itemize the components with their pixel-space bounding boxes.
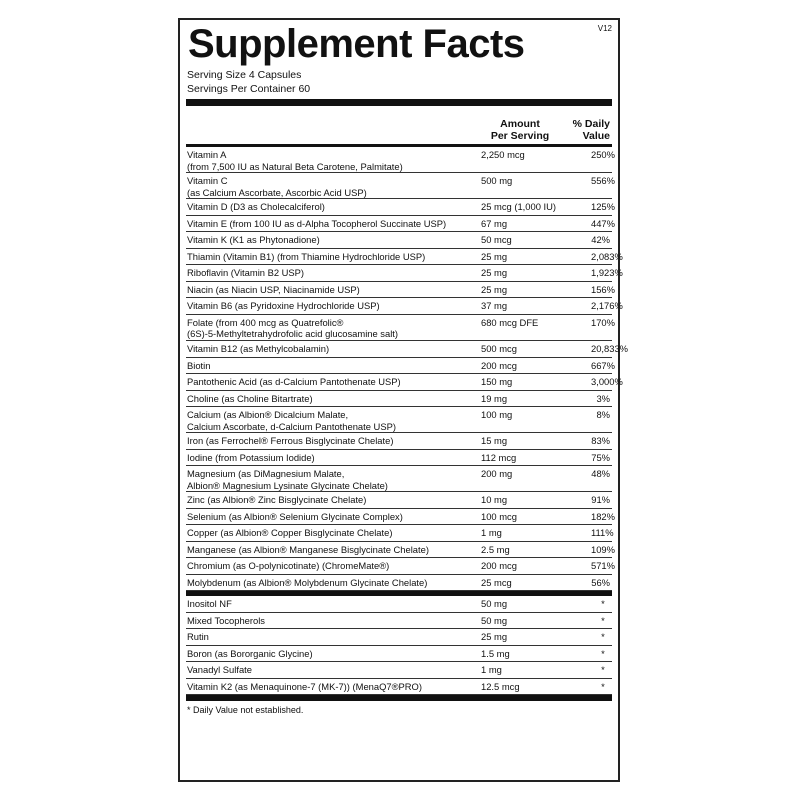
footnote: * Daily Value not established. <box>187 705 304 716</box>
table-row <box>186 232 612 249</box>
ingredient-name: Molybdenum (as Albion® Molybdenum Glycinate Chelate) <box>187 576 428 588</box>
table-row <box>186 466 612 492</box>
table-row <box>186 558 615 575</box>
table-row <box>186 433 612 450</box>
ingredient-name: Magnesium (as DiMagnesium Malate, Albion® Magnesium Lysinate Glycinate Chelate) <box>187 468 388 491</box>
table-row <box>186 216 615 233</box>
ingredient-name: Mixed Tocopherols <box>187 614 265 626</box>
ingredient-daily-value: 109% <box>591 543 615 555</box>
ingredient-amount: 25 mg <box>481 267 508 279</box>
ingredient-amount: 50 mg <box>481 598 508 610</box>
ingredient-amount: 1 mg <box>481 527 502 539</box>
ingredient-daily-value: 156% <box>591 283 615 295</box>
table-row <box>186 358 615 375</box>
nutrient-list <box>186 147 629 591</box>
ingredient-amount: 200 mg <box>481 468 513 480</box>
ingredient-daily-value: 125% <box>591 201 615 213</box>
ingredient-name: Manganese (as Albion® Manganese Bisglycinate Chelate) <box>187 543 429 555</box>
ingredient-name: Copper (as Albion® Copper Bisglycinate Chelate) <box>187 527 393 539</box>
other-ingredient-list <box>186 596 612 695</box>
ingredient-name: Zinc (as Albion® Zinc Bisglycinate Chelate) <box>187 494 367 506</box>
ingredient-amount: 1 mg <box>481 664 502 676</box>
serving-size: Serving Size 4 Capsules <box>187 69 302 81</box>
ingredient-name: Niacin (as Niacin USP, Niacinamide USP) <box>187 283 360 295</box>
table-row <box>186 173 615 199</box>
ingredient-amount: 680 mcg DFE <box>481 316 539 328</box>
ingredient-amount: 50 mg <box>481 614 508 626</box>
ingredient-amount: 200 mcg <box>481 359 517 371</box>
ingredient-name: Vanadyl Sulfate <box>187 664 252 676</box>
servings-per-container: Servings Per Container 60 <box>187 83 311 95</box>
table-row <box>186 315 615 341</box>
table-row <box>186 525 612 542</box>
table-row <box>186 596 612 613</box>
ingredient-daily-value: 447% <box>591 217 615 229</box>
ingredient-amount: 12.5 mcg <box>481 680 520 692</box>
ingredient-daily-value: 3,000% <box>591 376 623 388</box>
ingredient-amount: 500 mg <box>481 175 513 187</box>
ingredient-daily-value: 2,083% <box>591 250 623 262</box>
ingredient-daily-value: 83% <box>591 435 610 447</box>
ingredient-daily-value: 571% <box>591 560 615 572</box>
column-header <box>186 106 612 147</box>
ingredient-amount: 200 mcg <box>481 560 517 572</box>
ingredient-amount: 112 mcg <box>481 451 517 463</box>
ingredient-daily-value: 2,176% <box>591 300 623 312</box>
table-row <box>186 613 612 630</box>
table-row <box>186 450 612 467</box>
ingredient-amount: 2,250 mcg <box>481 149 525 160</box>
header-amount: Amount Per Serving <box>490 118 550 142</box>
ingredient-daily-value: * <box>601 614 605 626</box>
table-row <box>186 265 623 282</box>
ingredient-name: Riboflavin (Vitamin B2 USP) <box>187 267 305 279</box>
ingredient-name: Vitamin D (D3 as Cholecalciferol) <box>187 201 325 213</box>
ingredient-daily-value: 8% <box>596 409 610 421</box>
ingredient-amount: 19 mg <box>481 392 508 404</box>
ingredient-name: Selenium (as Albion® Selenium Glycinate Complex) <box>187 510 403 522</box>
ingredient-daily-value: 20,833% <box>591 343 629 355</box>
ingredient-amount: 150 mg <box>481 376 513 388</box>
ingredient-name: Vitamin E (from 100 IU as d-Alpha Tocopherol Succinate USP) <box>187 217 447 229</box>
ingredient-name: Vitamin B6 (as Pyridoxine Hydrochloride USP) <box>187 300 380 312</box>
table-row <box>186 542 615 559</box>
ingredient-name: Pantothenic Acid (as d-Calcium Pantothenate USP) <box>187 376 401 388</box>
table-row <box>186 679 612 696</box>
ingredient-daily-value: * <box>601 664 605 676</box>
ingredient-amount: 100 mg <box>481 409 513 421</box>
table-row <box>186 407 612 433</box>
ingredient-amount: 1.5 mg <box>481 647 510 659</box>
ingredient-name: Thiamin (Vitamin B1) (from Thiamine Hydrochloride USP) <box>187 250 426 262</box>
table-row <box>186 374 623 391</box>
table-row <box>186 249 623 266</box>
ingredient-amount: 25 mcg <box>481 576 512 588</box>
ingredient-amount: 100 mcg <box>481 510 517 522</box>
ingredient-name: Folate (from 400 mcg as Quatrefolic® (6S)-5-Methyltetrahydrofolic acid glucosamine salt) <box>187 316 399 340</box>
ingredient-name: Biotin <box>187 359 211 371</box>
ingredient-name: Calcium (as Albion® Dicalcium Malate, Calcium Ascorbate, d-Calcium Pantothenate USP) <box>187 409 396 432</box>
ingredient-daily-value: 667% <box>591 359 615 371</box>
ingredient-daily-value: 3% <box>596 392 610 404</box>
version-code: V12 <box>597 24 612 33</box>
ingredient-daily-value: 556% <box>591 175 615 187</box>
ingredient-daily-value: 56% <box>591 576 610 588</box>
ingredient-daily-value: * <box>601 631 605 643</box>
ingredient-daily-value: 111% <box>591 527 614 539</box>
ingredient-amount: 25 mg <box>481 631 508 643</box>
thick-divider <box>186 99 612 106</box>
ingredient-daily-value: 91% <box>591 494 610 506</box>
ingredient-daily-value: 42% <box>591 234 610 246</box>
table-row <box>186 646 612 663</box>
ingredient-name: Chromium (as O-polynicotinate) (ChromeMate®) <box>187 560 390 572</box>
ingredient-amount: 2.5 mg <box>481 543 510 555</box>
table-row <box>186 391 612 408</box>
ingredient-name: Iron (as Ferrochel® Ferrous Bisglycinate Chelate) <box>187 435 394 447</box>
supplement-facts-panel <box>178 18 629 782</box>
table-row <box>186 575 612 592</box>
ingredient-name: Vitamin A (from 7,500 IU as Natural Beta Carotene, Palmitate) <box>187 149 403 172</box>
table-row <box>186 199 615 216</box>
ingredient-daily-value: 170% <box>591 316 615 328</box>
ingredient-amount: 50 mcg <box>481 234 512 246</box>
ingredient-name: Rutin <box>187 631 209 643</box>
ingredient-daily-value: * <box>601 647 605 659</box>
label-title: Supplement Facts <box>188 22 525 66</box>
table-row <box>186 298 623 315</box>
ingredient-name: Vitamin K (K1 as Phytonadione) <box>187 234 320 246</box>
ingredient-daily-value: 1,923% <box>591 267 623 279</box>
table-row <box>186 282 615 299</box>
ingredient-amount: 10 mg <box>481 494 508 506</box>
ingredient-name: Iodine (from Potassium Iodide) <box>187 451 315 463</box>
ingredient-amount: 500 mcg <box>481 343 517 355</box>
ingredient-amount: 37 mg <box>481 300 508 312</box>
ingredient-daily-value: 182% <box>591 510 615 522</box>
ingredient-amount: 25 mg <box>481 250 508 262</box>
table-row <box>186 147 615 173</box>
table-row <box>186 662 612 679</box>
ingredient-name: Inositol NF <box>187 598 232 610</box>
table-row <box>186 629 612 646</box>
table-row <box>186 492 612 509</box>
ingredient-amount: 25 mcg (1,000 IU) <box>481 201 557 213</box>
ingredient-name: Choline (as Choline Bitartrate) <box>187 392 313 404</box>
table-row <box>186 509 615 526</box>
ingredient-name: Vitamin K2 (as Menaquinone-7 (MK-7)) (MenaQ7®PRO) <box>187 680 422 692</box>
ingredient-name: Vitamin C (as Calcium Ascorbate, Ascorbic Acid USP) <box>187 175 367 198</box>
ingredient-name: Vitamin B12 (as Methylcobalamin) <box>187 343 330 355</box>
ingredient-daily-value: * <box>601 680 605 692</box>
ingredient-amount: 67 mg <box>481 217 508 229</box>
table-row <box>186 341 629 358</box>
ingredient-daily-value: 75% <box>591 451 610 463</box>
ingredient-daily-value: * <box>601 598 605 610</box>
ingredient-daily-value: 48% <box>591 468 610 480</box>
ingredient-amount: 25 mg <box>481 283 508 295</box>
ingredient-amount: 15 mg <box>481 435 508 447</box>
header-daily-value: % Daily Value <box>572 118 610 142</box>
bottom-divider <box>186 695 612 701</box>
ingredient-daily-value: 250% <box>591 149 615 160</box>
ingredient-name: Boron (as Bororganic Glycine) <box>187 647 313 659</box>
